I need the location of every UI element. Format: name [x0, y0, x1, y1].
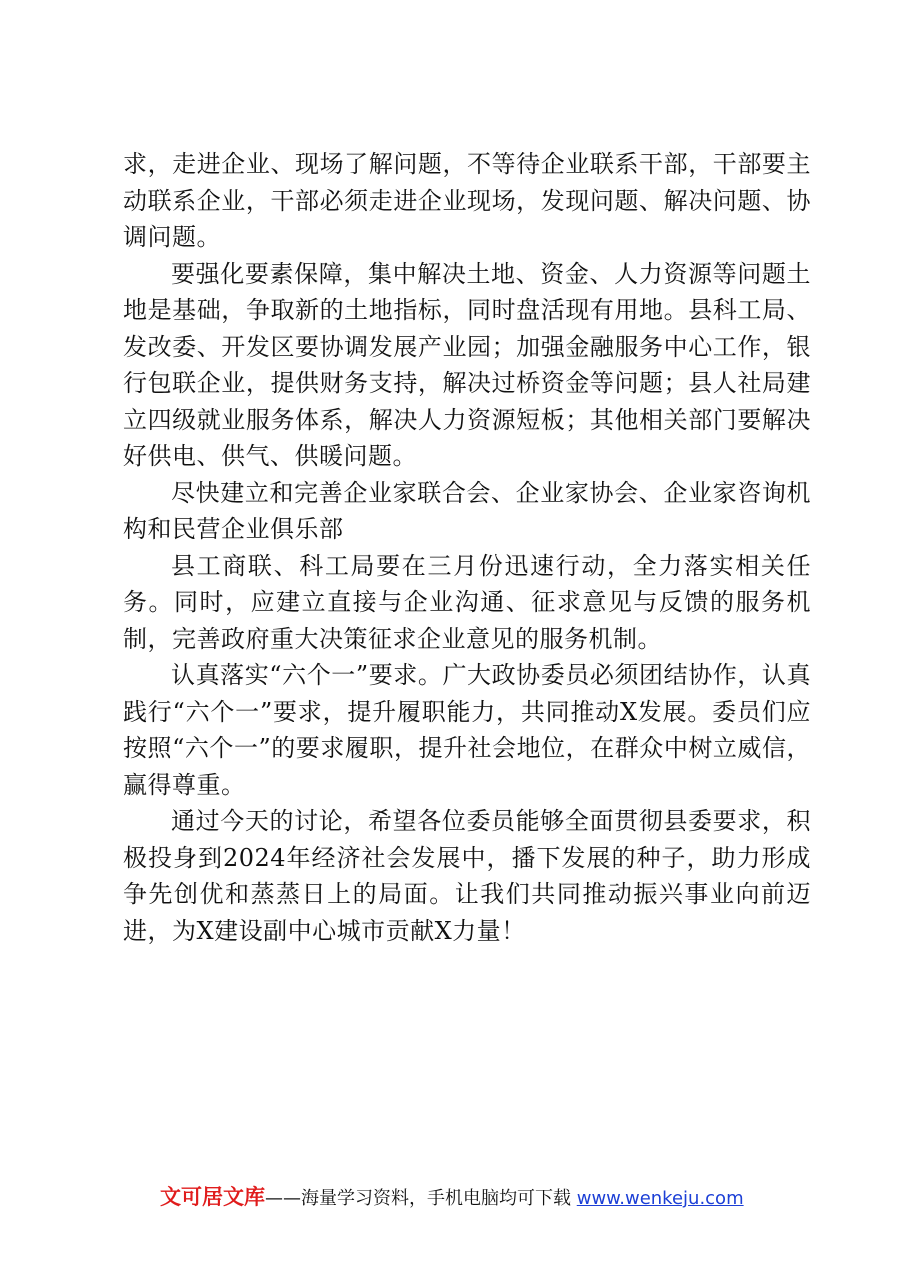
paragraph-2: 要强化要素保障，集中解决土地、资金、人力资源等问题土地是基础，争取新的土地指标，同时盘活现有用地。县科工局、发改委、开发区要协调发展产业园；加强金融服务中心工作，银行包联企业，提供财务支持，解决过桥资金等问题；县人社局建立四级就业服务体系，解决人力资源短板；其他相关部门要解决好供电、供气、供暖问题。 — [123, 259, 811, 470]
paragraph-5: 认真落实“六个一”要求。广大政协委员必须团结协作，认真践行“六个一”要求，提升履职能力，共同推动X发展。委员们应按照“六个一”的要求履职，提升社会地位，在群众中树立威信，赢得尊重。 — [123, 661, 811, 799]
footer-watermark — [160, 1183, 860, 1213]
footer-brand: 文可居文库 — [160, 1185, 265, 1209]
paragraph-6: 通过今天的讨论，希望各位委员能够全面贯彻县委要求，积极投身到2024年经济社会发展中，播下发展的种子，助力形成争先创优和蒸蒸日上的局面。让我们共同推动振兴事业向前迈进，为X建设副中心城市贡献X力量！ — [123, 807, 811, 945]
footer-tagline: ——海量学习资料，手机电脑均可下载 — [265, 1188, 571, 1209]
paragraph-4: 县工商联、科工局要在三月份迅速行动，全力落实相关任务。同时，应建立直接与企业沟通、征求意见与反馈的服务机制，完善政府重大决策征求企业意见的服务机制。 — [123, 551, 811, 653]
footer-website-link[interactable]: www.wenkeju.com — [576, 1188, 744, 1209]
paragraph-1: 求，走进企业、现场了解问题，不等待企业联系干部，干部要主动联系企业，干部必须走进企业现场，发现问题、解决问题、协调问题。 — [123, 150, 811, 251]
paragraph-3: 尽快建立和完善企业家联合会、企业家协会、企业家咨询机构和民营企业俱乐部 — [123, 478, 811, 543]
document-body — [123, 146, 811, 949]
